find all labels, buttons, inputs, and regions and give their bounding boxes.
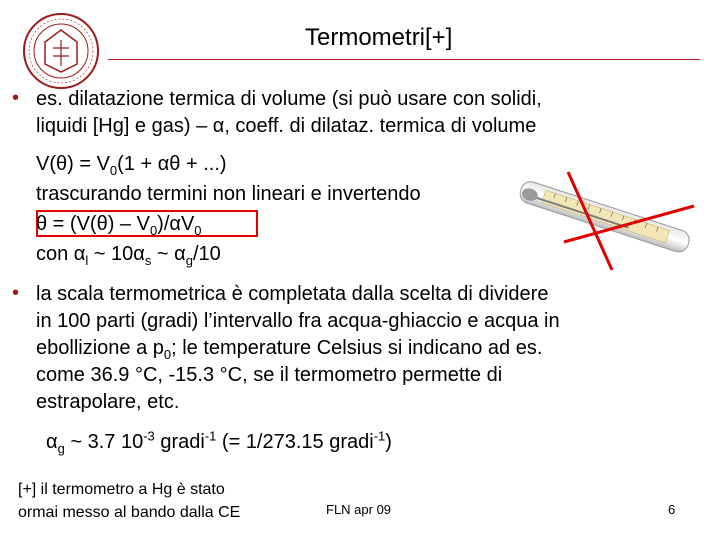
- bullet1-line2: liquidi [Hg] e gas) – α, coeff. di dilataz. termica di volume: [36, 115, 537, 137]
- equation-temperature: $\theta = (V(\theta) - V_0)/\alpha V_0$: [36, 213, 202, 238]
- equation-coefficients: con $\alpha_l$ ~ $10\alpha_s$ ~ $\alpha_g/10$: [36, 243, 221, 268]
- title-divider: [108, 59, 700, 60]
- bullet2-line4: come 36.9 °C, -15.3 °C, se il termometro permette di: [36, 364, 503, 386]
- footnote: [+] il termometro a Hg è stato ormai messo al bando dalla CE: [18, 481, 241, 521]
- footer-label: FLN apr 09: [326, 502, 392, 517]
- slide-title: Termometri[+]: [305, 24, 453, 51]
- bullet2-line3: ebollizione a $p_0$; le temperature Celsius si indicano ad es.: [36, 337, 543, 362]
- bullet1-line4: trascurando termini non lineari e invertendo: [36, 183, 421, 205]
- bullet2-line2: in 100 parti (gradi) l’intervallo fra acqua-ghiaccio e acqua in: [36, 310, 560, 332]
- equation-gas-coefficient: $\alpha_g$ ~ 3.7 $10^{-3}$ gradi$^{-1}$ (= 1/273.15 gradi$^{-1}$): [46, 428, 392, 456]
- bullet2-line5: estrapolare, etc.: [36, 391, 180, 413]
- equation-volume: $V(\theta) = V_0(1 + \alpha\theta$ + ...): [36, 153, 227, 178]
- bullet-marker: •: [12, 282, 20, 304]
- university-seal-logo: [22, 12, 100, 90]
- bullet1-line1: es. dilatazione termica di volume (si può usare con solidi,: [36, 88, 542, 110]
- page-number: 6: [668, 502, 676, 517]
- mercury-thermometer-image: [510, 164, 700, 274]
- bullet-marker: •: [12, 87, 20, 109]
- bullet2-line1: la scala termometrica è completata dalla scelta di dividere: [36, 283, 549, 305]
